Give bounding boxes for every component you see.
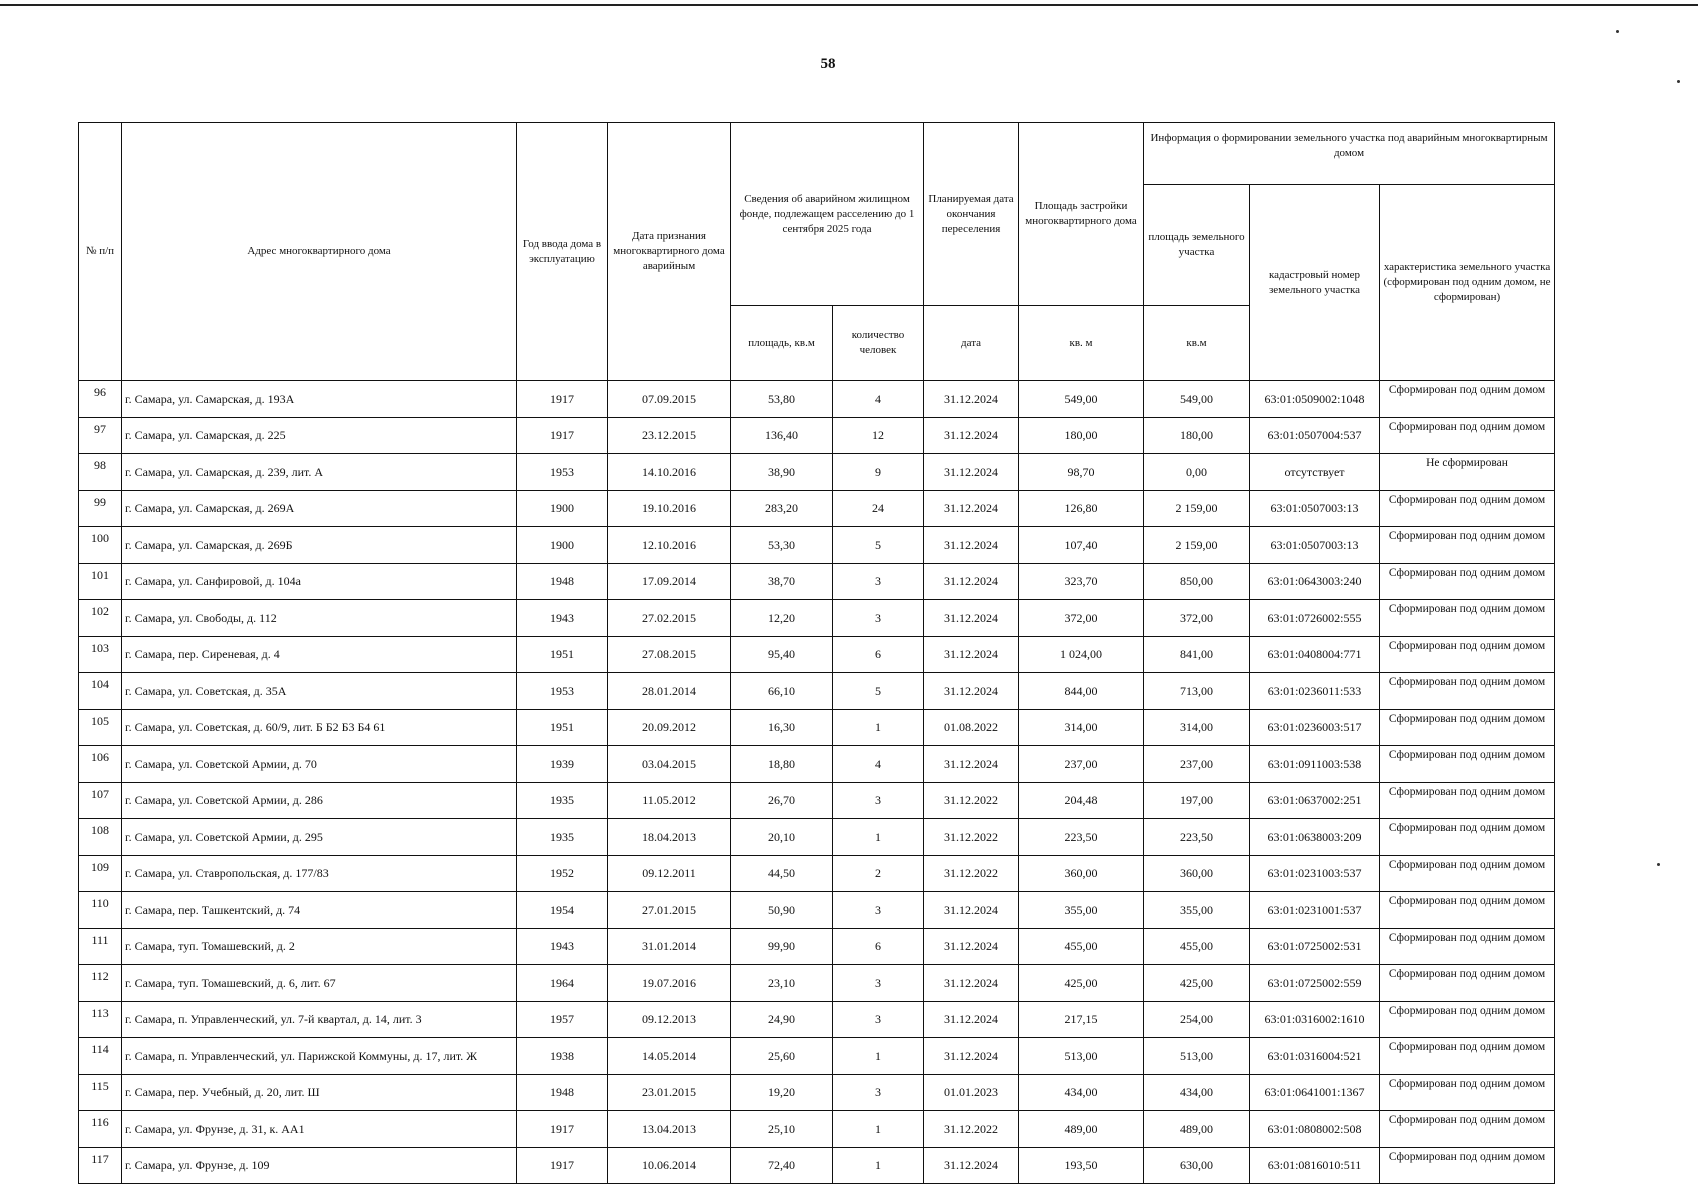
row-year: 1900: [517, 527, 608, 564]
row-cadastral: 63:01:0231001:537: [1250, 892, 1380, 929]
header-num: № п/п: [79, 123, 122, 381]
row-cadastral: 63:01:0236003:517: [1250, 709, 1380, 746]
row-num: 114: [79, 1038, 122, 1075]
row-num: 108: [79, 819, 122, 856]
row-built-area: 180,00: [1019, 417, 1144, 454]
row-planned-date: 31.12.2024: [924, 417, 1019, 454]
row-land-area: 713,00: [1144, 673, 1250, 710]
row-land-status: Сформирован под одним домом: [1380, 855, 1555, 892]
row-planned-date: 31.12.2024: [924, 928, 1019, 965]
scan-speck: [1677, 80, 1680, 83]
row-land-area: 355,00: [1144, 892, 1250, 929]
row-fund-people: 1: [833, 1111, 924, 1148]
table-row: [79, 1074, 1555, 1111]
row-year: 1917: [517, 1111, 608, 1148]
row-land-status: Сформирован под одним домом: [1380, 673, 1555, 710]
row-cadastral: 63:01:0507004:537: [1250, 417, 1380, 454]
row-year: 1948: [517, 1074, 608, 1111]
row-num: 110: [79, 892, 122, 929]
row-year: 1900: [517, 490, 608, 527]
row-num: 100: [79, 527, 122, 564]
row-fund-area: 95,40: [731, 636, 833, 673]
row-built-area: 372,00: [1019, 600, 1144, 637]
row-address: г. Самара, п. Управленческий, ул. Парижской Коммуны, д. 17, лит. Ж: [122, 1038, 517, 1075]
row-built-area: 314,00: [1019, 709, 1144, 746]
row-land-area: 425,00: [1144, 965, 1250, 1002]
row-recognition-date: 13.04.2013: [608, 1111, 731, 1148]
row-num: 106: [79, 746, 122, 783]
header-planned-date: Планируемая дата окончания переселения: [924, 123, 1019, 306]
row-cadastral: 63:01:0725002:559: [1250, 965, 1380, 1002]
row-land-status: Сформирован под одним домом: [1380, 1074, 1555, 1111]
row-year: 1954: [517, 892, 608, 929]
row-fund-area: 44,50: [731, 855, 833, 892]
row-year: 1935: [517, 782, 608, 819]
row-fund-area: 66,10: [731, 673, 833, 710]
row-recognition-date: 27.01.2015: [608, 892, 731, 929]
row-recognition-date: 18.04.2013: [608, 819, 731, 856]
row-fund-people: 3: [833, 965, 924, 1002]
row-land-status: Сформирован под одним домом: [1380, 965, 1555, 1002]
row-recognition-date: 23.01.2015: [608, 1074, 731, 1111]
row-address: г. Самара, ул. Советская, д. 35А: [122, 673, 517, 710]
row-cadastral: 63:01:0316004:521: [1250, 1038, 1380, 1075]
table-body: [79, 381, 1555, 1184]
header-fund-group: Сведения об аварийном жилищном фонде, подлежащем расселению до 1 сентября 2025 года: [731, 123, 924, 306]
row-address: г. Самара, ул. Советской Армии, д. 295: [122, 819, 517, 856]
row-planned-date: 01.08.2022: [924, 709, 1019, 746]
row-land-status: Сформирован под одним домом: [1380, 381, 1555, 418]
row-num: 103: [79, 636, 122, 673]
row-num: 116: [79, 1111, 122, 1148]
table-row: [79, 746, 1555, 783]
row-planned-date: 31.12.2024: [924, 527, 1019, 564]
row-cadastral: 63:01:0509002:1048: [1250, 381, 1380, 418]
row-recognition-date: 27.02.2015: [608, 600, 731, 637]
row-built-area: 126,80: [1019, 490, 1144, 527]
row-fund-people: 4: [833, 746, 924, 783]
row-built-area: 425,00: [1019, 965, 1144, 1002]
row-address: г. Самара, ул. Самарская, д. 239, лит. А: [122, 454, 517, 491]
row-planned-date: 31.12.2024: [924, 381, 1019, 418]
table-row: [79, 928, 1555, 965]
row-fund-people: 3: [833, 1074, 924, 1111]
row-recognition-date: 23.12.2015: [608, 417, 731, 454]
row-fund-area: 24,90: [731, 1001, 833, 1038]
row-built-area: 223,50: [1019, 819, 1144, 856]
row-land-status: Сформирован под одним домом: [1380, 1147, 1555, 1184]
row-land-status: Сформирован под одним домом: [1380, 709, 1555, 746]
row-year: 1948: [517, 563, 608, 600]
row-recognition-date: 20.09.2012: [608, 709, 731, 746]
row-fund-people: 5: [833, 527, 924, 564]
row-num: 117: [79, 1147, 122, 1184]
header-planned-date-sub: дата: [924, 306, 1019, 381]
row-cadastral: 63:01:0316002:1610: [1250, 1001, 1380, 1038]
row-built-area: 355,00: [1019, 892, 1144, 929]
row-recognition-date: 31.01.2014: [608, 928, 731, 965]
row-fund-people: 1: [833, 1038, 924, 1075]
row-planned-date: 31.12.2024: [924, 490, 1019, 527]
row-planned-date: 31.12.2024: [924, 673, 1019, 710]
row-planned-date: 31.12.2024: [924, 454, 1019, 491]
row-fund-area: 25,10: [731, 1111, 833, 1148]
row-built-area: 107,40: [1019, 527, 1144, 564]
row-recognition-date: 09.12.2011: [608, 855, 731, 892]
row-recognition-date: 12.10.2016: [608, 527, 731, 564]
row-fund-area: 283,20: [731, 490, 833, 527]
header-fund-area: площадь, кв.м: [731, 306, 833, 381]
row-planned-date: 31.12.2022: [924, 855, 1019, 892]
row-land-area: 549,00: [1144, 381, 1250, 418]
row-land-status: Сформирован под одним домом: [1380, 600, 1555, 637]
row-fund-area: 26,70: [731, 782, 833, 819]
row-land-area: 180,00: [1144, 417, 1250, 454]
row-planned-date: 31.12.2024: [924, 600, 1019, 637]
row-cadastral: 63:01:0816010:511: [1250, 1147, 1380, 1184]
row-land-status: Сформирован под одним домом: [1380, 928, 1555, 965]
header-cadastral: кадастровый номер земельного участка: [1250, 185, 1380, 381]
row-year: 1952: [517, 855, 608, 892]
row-land-area: 360,00: [1144, 855, 1250, 892]
row-fund-area: 25,60: [731, 1038, 833, 1075]
row-fund-area: 23,10: [731, 965, 833, 1002]
row-recognition-date: 27.08.2015: [608, 636, 731, 673]
row-land-status: Сформирован под одним домом: [1380, 1038, 1555, 1075]
row-land-area: 434,00: [1144, 1074, 1250, 1111]
row-land-status: Сформирован под одним домом: [1380, 782, 1555, 819]
row-address: г. Самара, пер. Сиреневая, д. 4: [122, 636, 517, 673]
row-cadastral: 63:01:0637002:251: [1250, 782, 1380, 819]
row-address: г. Самара, пер. Ташкентский, д. 74: [122, 892, 517, 929]
row-year: 1951: [517, 636, 608, 673]
row-built-area: 323,70: [1019, 563, 1144, 600]
row-land-area: 0,00: [1144, 454, 1250, 491]
header-land-area-sub: кв.м: [1144, 306, 1250, 381]
row-fund-people: 3: [833, 600, 924, 637]
table-row: [79, 965, 1555, 1002]
row-fund-area: 38,70: [731, 563, 833, 600]
row-planned-date: 31.12.2022: [924, 819, 1019, 856]
row-cadastral: отсутствует: [1250, 454, 1380, 491]
row-year: 1951: [517, 709, 608, 746]
row-land-area: 314,00: [1144, 709, 1250, 746]
row-num: 98: [79, 454, 122, 491]
row-num: 104: [79, 673, 122, 710]
table-row: [79, 527, 1555, 564]
scan-top-border: [0, 4, 1698, 6]
row-recognition-date: 11.05.2012: [608, 782, 731, 819]
row-land-area: 372,00: [1144, 600, 1250, 637]
header-built-area: Площадь застройки многоквартирного дома: [1019, 123, 1144, 306]
row-built-area: 217,15: [1019, 1001, 1144, 1038]
row-land-area: 513,00: [1144, 1038, 1250, 1075]
emergency-housing-table: [78, 122, 1555, 1184]
row-year: 1917: [517, 1147, 608, 1184]
row-land-status: Сформирован под одним домом: [1380, 527, 1555, 564]
row-built-area: 237,00: [1019, 746, 1144, 783]
table-row: [79, 1038, 1555, 1075]
row-year: 1943: [517, 600, 608, 637]
row-built-area: 193,50: [1019, 1147, 1144, 1184]
row-year: 1943: [517, 928, 608, 965]
row-fund-area: 99,90: [731, 928, 833, 965]
row-num: 115: [79, 1074, 122, 1111]
row-fund-people: 2: [833, 855, 924, 892]
row-land-status: Сформирован под одним домом: [1380, 746, 1555, 783]
table-row: [79, 709, 1555, 746]
row-address: г. Самара, ул. Санфировой, д. 104а: [122, 563, 517, 600]
row-fund-area: 16,30: [731, 709, 833, 746]
row-cadastral: 63:01:0231003:537: [1250, 855, 1380, 892]
row-planned-date: 31.12.2024: [924, 1001, 1019, 1038]
row-address: г. Самара, ул. Самарская, д. 269А: [122, 490, 517, 527]
row-built-area: 1 024,00: [1019, 636, 1144, 673]
row-fund-area: 18,80: [731, 746, 833, 783]
row-year: 1964: [517, 965, 608, 1002]
row-recognition-date: 17.09.2014: [608, 563, 731, 600]
row-address: г. Самара, ул. Советской Армии, д. 286: [122, 782, 517, 819]
table-row: [79, 563, 1555, 600]
row-planned-date: 31.12.2024: [924, 746, 1019, 783]
scan-speck: [1616, 30, 1619, 33]
row-land-status: Сформирован под одним домом: [1380, 819, 1555, 856]
row-num: 111: [79, 928, 122, 965]
row-built-area: 98,70: [1019, 454, 1144, 491]
row-land-area: 237,00: [1144, 746, 1250, 783]
row-land-status: Сформирован под одним домом: [1380, 490, 1555, 527]
row-address: г. Самара, туп. Томашевский, д. 6, лит. 67: [122, 965, 517, 1002]
row-built-area: 434,00: [1019, 1074, 1144, 1111]
table-row: [79, 600, 1555, 637]
row-address: г. Самара, ул. Фрунзе, д. 31, к. АА1: [122, 1111, 517, 1148]
row-land-status: Сформирован под одним домом: [1380, 1111, 1555, 1148]
row-recognition-date: 19.07.2016: [608, 965, 731, 1002]
table-row: [79, 673, 1555, 710]
row-recognition-date: 03.04.2015: [608, 746, 731, 783]
row-fund-people: 1: [833, 819, 924, 856]
row-address: г. Самара, пер. Учебный, д. 20, лит. Ш: [122, 1074, 517, 1111]
row-fund-area: 38,90: [731, 454, 833, 491]
row-fund-area: 12,20: [731, 600, 833, 637]
header-land-group: Информация о формировании земельного участка под аварийным многоквартирным домом: [1144, 123, 1555, 185]
row-cadastral: 63:01:0911003:538: [1250, 746, 1380, 783]
row-recognition-date: 10.06.2014: [608, 1147, 731, 1184]
row-num: 109: [79, 855, 122, 892]
row-fund-people: 12: [833, 417, 924, 454]
row-planned-date: 31.12.2024: [924, 563, 1019, 600]
row-built-area: 204,48: [1019, 782, 1144, 819]
row-fund-area: 53,80: [731, 381, 833, 418]
table-row: [79, 892, 1555, 929]
row-num: 96: [79, 381, 122, 418]
row-address: г. Самара, туп. Томашевский, д. 2: [122, 928, 517, 965]
row-num: 99: [79, 490, 122, 527]
row-planned-date: 31.12.2024: [924, 1147, 1019, 1184]
header-year: Год ввода дома в эксплуатацию: [517, 123, 608, 381]
row-land-area: 850,00: [1144, 563, 1250, 600]
row-address: г. Самара, ул. Советской Армии, д. 70: [122, 746, 517, 783]
table-row: [79, 819, 1555, 856]
row-land-status: Не сформирован: [1380, 454, 1555, 491]
row-address: г. Самара, ул. Самарская, д. 269Б: [122, 527, 517, 564]
row-fund-area: 72,40: [731, 1147, 833, 1184]
table-row: [79, 855, 1555, 892]
row-num: 101: [79, 563, 122, 600]
row-fund-people: 4: [833, 381, 924, 418]
row-fund-area: 50,90: [731, 892, 833, 929]
row-cadastral: 63:01:0236011:533: [1250, 673, 1380, 710]
row-num: 107: [79, 782, 122, 819]
row-fund-people: 3: [833, 1001, 924, 1038]
row-fund-people: 3: [833, 782, 924, 819]
row-cadastral: 63:01:0641001:1367: [1250, 1074, 1380, 1111]
row-year: 1939: [517, 746, 608, 783]
table-row: [79, 454, 1555, 491]
row-cadastral: 63:01:0507003:13: [1250, 527, 1380, 564]
row-recognition-date: 28.01.2014: [608, 673, 731, 710]
row-land-area: 841,00: [1144, 636, 1250, 673]
table-row: [79, 417, 1555, 454]
row-cadastral: 63:01:0638003:209: [1250, 819, 1380, 856]
row-num: 97: [79, 417, 122, 454]
row-cadastral: 63:01:0726002:555: [1250, 600, 1380, 637]
row-fund-people: 6: [833, 928, 924, 965]
row-year: 1917: [517, 417, 608, 454]
row-fund-people: 6: [833, 636, 924, 673]
row-built-area: 844,00: [1019, 673, 1144, 710]
row-planned-date: 31.12.2024: [924, 892, 1019, 929]
row-planned-date: 31.12.2024: [924, 965, 1019, 1002]
row-year: 1938: [517, 1038, 608, 1075]
row-planned-date: 01.01.2023: [924, 1074, 1019, 1111]
row-built-area: 455,00: [1019, 928, 1144, 965]
table-row: [79, 636, 1555, 673]
row-recognition-date: 09.12.2013: [608, 1001, 731, 1038]
row-land-status: Сформирован под одним домом: [1380, 1001, 1555, 1038]
header-land-area: площадь земельного участка: [1144, 185, 1250, 306]
table-row: [79, 1111, 1555, 1148]
table-row: [79, 782, 1555, 819]
row-num: 102: [79, 600, 122, 637]
row-num: 105: [79, 709, 122, 746]
row-land-area: 254,00: [1144, 1001, 1250, 1038]
row-fund-people: 9: [833, 454, 924, 491]
row-land-area: 223,50: [1144, 819, 1250, 856]
row-land-area: 630,00: [1144, 1147, 1250, 1184]
row-address: г. Самара, п. Управленческий, ул. 7-й квартал, д. 14, лит. 3: [122, 1001, 517, 1038]
row-num: 112: [79, 965, 122, 1002]
row-planned-date: 31.12.2024: [924, 1038, 1019, 1075]
row-fund-area: 53,30: [731, 527, 833, 564]
row-fund-area: 20,10: [731, 819, 833, 856]
row-cadastral: 63:01:0507003:13: [1250, 490, 1380, 527]
row-year: 1953: [517, 454, 608, 491]
row-fund-people: 1: [833, 1147, 924, 1184]
scan-speck: [1657, 863, 1660, 866]
row-num: 113: [79, 1001, 122, 1038]
row-cadastral: 63:01:0808002:508: [1250, 1111, 1380, 1148]
row-fund-people: 3: [833, 892, 924, 929]
row-cadastral: 63:01:0725002:531: [1250, 928, 1380, 965]
row-year: 1917: [517, 381, 608, 418]
row-land-status: Сформирован под одним домом: [1380, 563, 1555, 600]
row-land-area: 2 159,00: [1144, 490, 1250, 527]
table-row: [79, 381, 1555, 418]
header-built-area-sub: кв. м: [1019, 306, 1144, 381]
row-planned-date: 31.12.2022: [924, 782, 1019, 819]
row-planned-date: 31.12.2024: [924, 636, 1019, 673]
row-fund-area: 19,20: [731, 1074, 833, 1111]
row-built-area: 549,00: [1019, 381, 1144, 418]
header-recognition-date: Дата признания многоквартирного дома аварийным: [608, 123, 731, 381]
row-fund-area: 136,40: [731, 417, 833, 454]
row-cadastral: 63:01:0408004:771: [1250, 636, 1380, 673]
row-land-status: Сформирован под одним домом: [1380, 417, 1555, 454]
row-land-area: 455,00: [1144, 928, 1250, 965]
row-address: г. Самара, ул. Свободы, д. 112: [122, 600, 517, 637]
row-address: г. Самара, ул. Фрунзе, д. 109: [122, 1147, 517, 1184]
row-fund-people: 5: [833, 673, 924, 710]
row-land-area: 489,00: [1144, 1111, 1250, 1148]
row-fund-people: 3: [833, 563, 924, 600]
row-land-area: 197,00: [1144, 782, 1250, 819]
row-built-area: 489,00: [1019, 1111, 1144, 1148]
row-recognition-date: 14.10.2016: [608, 454, 731, 491]
header-land-status: характеристика земельного участка (сформирован под одним домом, не сформирован): [1380, 185, 1555, 381]
header-address: Адрес многоквартирного дома: [122, 123, 517, 381]
row-address: г. Самара, ул. Советская, д. 60/9, лит. Б Б2 Б3 Б4 61: [122, 709, 517, 746]
row-address: г. Самара, ул. Самарская, д. 225: [122, 417, 517, 454]
header-fund-people: количество человек: [833, 306, 924, 381]
row-year: 1953: [517, 673, 608, 710]
row-planned-date: 31.12.2022: [924, 1111, 1019, 1148]
row-recognition-date: 14.05.2014: [608, 1038, 731, 1075]
page-number: 58: [820, 56, 836, 72]
row-built-area: 513,00: [1019, 1038, 1144, 1075]
row-address: г. Самара, ул. Ставропольская, д. 177/83: [122, 855, 517, 892]
row-land-area: 2 159,00: [1144, 527, 1250, 564]
table-row: [79, 490, 1555, 527]
row-cadastral: 63:01:0643003:240: [1250, 563, 1380, 600]
row-address: г. Самара, ул. Самарская, д. 193А: [122, 381, 517, 418]
table-row: [79, 1001, 1555, 1038]
row-year: 1935: [517, 819, 608, 856]
row-fund-people: 24: [833, 490, 924, 527]
row-fund-people: 1: [833, 709, 924, 746]
row-land-status: Сформирован под одним домом: [1380, 636, 1555, 673]
row-built-area: 360,00: [1019, 855, 1144, 892]
row-recognition-date: 07.09.2015: [608, 381, 731, 418]
row-year: 1957: [517, 1001, 608, 1038]
row-land-status: Сформирован под одним домом: [1380, 892, 1555, 929]
table-row: [79, 1147, 1555, 1184]
row-recognition-date: 19.10.2016: [608, 490, 731, 527]
